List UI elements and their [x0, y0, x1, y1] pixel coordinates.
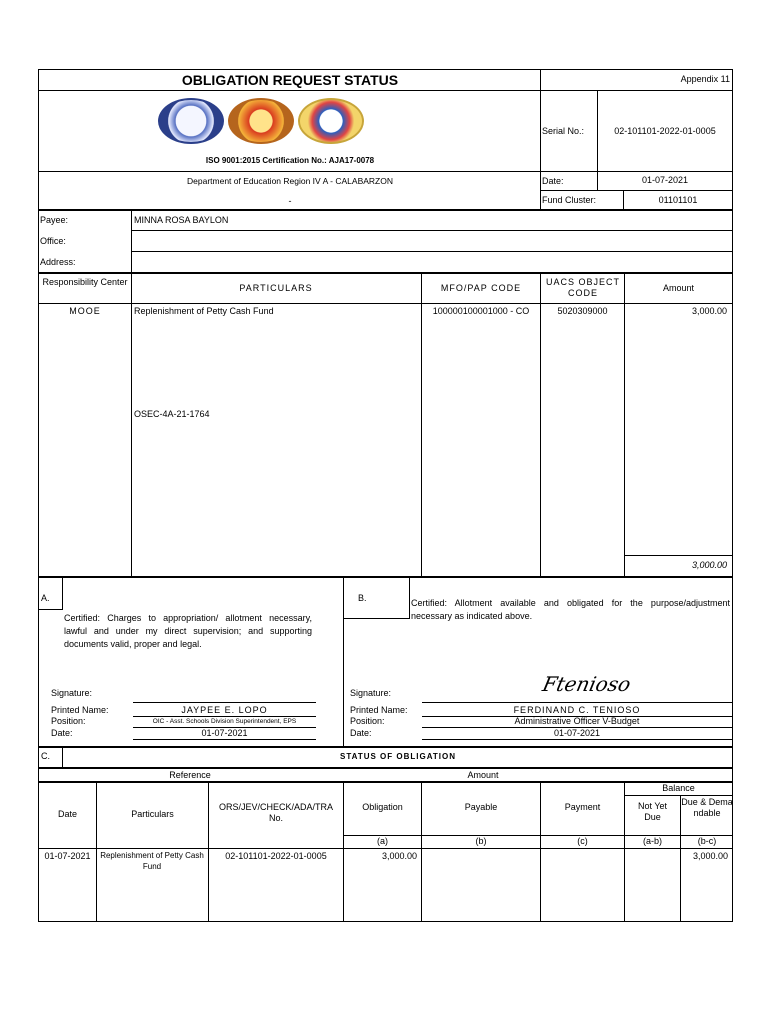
uacs-header: UACS OBJECT CODE — [545, 277, 620, 298]
status-col-payment: Payment — [564, 802, 601, 812]
cert-b-text: Certified: Allotment available and obligated for the purpose/adjustment necessary as indicated above. — [411, 598, 730, 621]
particulars-value: Replenishment of Petty Cash Fund — [134, 306, 274, 316]
status-letter: C. — [41, 751, 50, 761]
mfo-header: MFO/PAP CODE — [440, 283, 522, 293]
cert-a-date: 01-07-2021 — [201, 728, 248, 738]
date-value: 01-07-2021 — [641, 175, 689, 185]
cert-b-signature-label: Signature: — [350, 688, 392, 698]
amount-value: 3,000.00 — [691, 306, 727, 316]
sub-b: (b) — [475, 836, 487, 846]
fund-cluster-label: Fund Cluster: — [542, 195, 597, 205]
cert-b-letter: B. — [358, 593, 367, 603]
osec-reference: OSEC-4A-21-1764 — [134, 409, 210, 419]
balance-header: Balance — [662, 783, 695, 793]
serial-label: Serial No.: — [542, 126, 585, 136]
particulars-header: PARTICULARS — [239, 283, 313, 293]
cert-a-position-label: Position: — [51, 716, 86, 726]
status-col-particulars: Particulars — [131, 809, 174, 819]
cert-b-position-label: Position: — [350, 716, 385, 726]
status-col-ors: ORS/JEV/CHECK/ADA/TRA No. — [218, 802, 334, 823]
address-label: Address: — [40, 257, 76, 267]
cert-b-position: Administrative Officer V-Budget — [514, 716, 640, 726]
rc-value: MOOE — [69, 306, 101, 316]
sub-a: (a) — [377, 836, 388, 846]
status-col-due: Due & Demandable — [681, 797, 733, 818]
cert-a-position: OIC - Asst. Schools Division Superintendent, EPS — [152, 718, 297, 725]
cert-a-date-label: Date: — [51, 728, 73, 738]
cert-a-letter: A. — [41, 593, 50, 603]
row-ors: 02-101101-2022-01-0005 — [225, 851, 327, 861]
sub-bc: (b-c) — [697, 836, 717, 846]
row-particulars: Replenishment of Petty Cash Fund — [100, 851, 204, 871]
status-col-date: Date — [57, 809, 77, 819]
appendix-label: Appendix 11 — [680, 74, 730, 84]
status-col-payable: Payable — [464, 802, 498, 812]
row-obligation: 3,000.00 — [381, 851, 417, 861]
cert-a-signature-label: Signature: — [51, 688, 93, 698]
rc-header: Responsibility Center — [42, 277, 128, 287]
iso-certification: ISO 9001:2015 Certification No.: AJA17-0078 — [205, 156, 375, 165]
division-seal-logo — [298, 98, 364, 144]
cert-a-text: Certified: Charges to appropriation/ allotment necessary, lawful and under my direct supervision; and supporting documents valid, proper and legal. — [64, 613, 312, 649]
payee-value: MINNA ROSA BAYLON — [134, 215, 229, 225]
region-seal-logo — [228, 98, 294, 144]
row-date: 01-07-2021 — [44, 851, 91, 861]
status-col-obligation: Obligation — [362, 802, 403, 812]
office-label: Office: — [40, 236, 66, 246]
cert-b-date: 01-07-2021 — [553, 728, 601, 738]
cert-a-name: JAYPEE E. LOPO — [181, 705, 268, 715]
payee-label: Payee: — [40, 215, 69, 225]
uacs-value: 5020309000 — [557, 306, 608, 316]
amount-total: 3,000.00 — [691, 560, 727, 570]
cert-b-signature: Ftenioso — [540, 672, 633, 696]
reference-header: Reference — [169, 770, 211, 780]
row-due: 3,000.00 — [692, 851, 728, 861]
fund-cluster-value: 01101101 — [658, 195, 698, 205]
status-title: STATUS OF OBLIGATION — [340, 752, 456, 761]
deped-seal-logo — [158, 98, 224, 144]
department-dash: - — [288, 196, 292, 206]
amount-header: Amount — [662, 283, 695, 293]
cert-a-name-label: Printed Name: — [51, 705, 109, 715]
sub-ab: (a-b) — [642, 836, 662, 846]
sub-c: (c) — [577, 836, 588, 846]
status-col-notyet: Not Yet Due — [637, 801, 668, 822]
serial-value: 02-101101-2022-01-0005 — [614, 126, 716, 136]
department-name: Department of Education Region IV A - CALABARZON — [187, 176, 393, 186]
mfo-value: 100000100001000 - CO — [432, 306, 530, 316]
amount-group-header: Amount — [467, 770, 499, 780]
form-title: OBLIGATION REQUEST STATUS — [181, 72, 399, 88]
cert-b-name: FERDINAND C. TENIOSO — [513, 705, 641, 715]
date-label: Date: — [542, 176, 564, 186]
cert-b-name-label: Printed Name: — [350, 705, 408, 715]
cert-b-date-label: Date: — [350, 728, 372, 738]
